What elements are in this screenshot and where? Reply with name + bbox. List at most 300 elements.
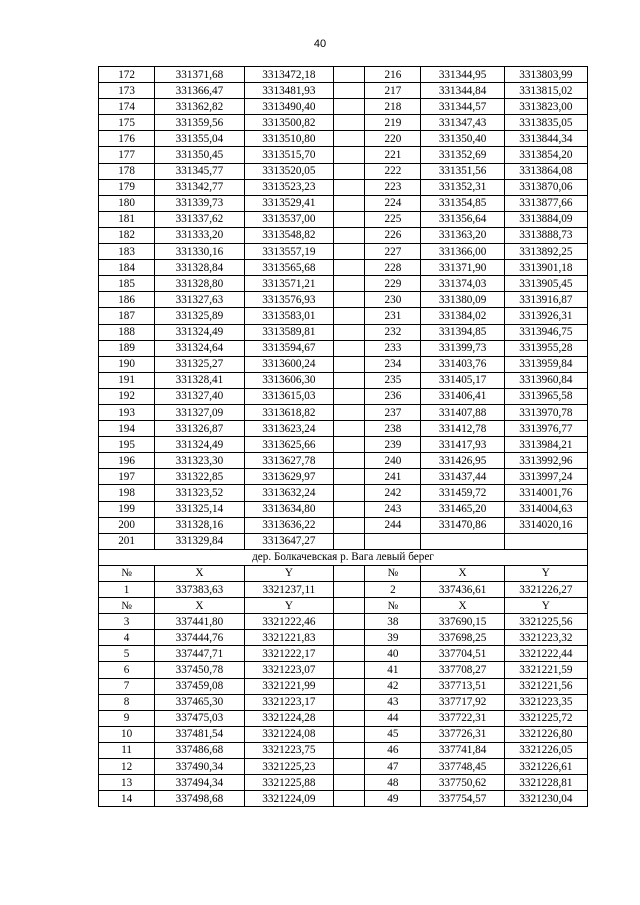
point-number-cell: 230 <box>365 292 421 308</box>
table-row <box>99 340 588 356</box>
y-coordinate-cell: 3313618,82 <box>244 404 333 420</box>
point-number-cell: 201 <box>99 533 155 549</box>
point-number-cell: 14 <box>99 791 155 807</box>
table-header-row <box>99 565 588 581</box>
y-coordinate-cell: 3321224,28 <box>244 710 333 726</box>
point-number-cell: 45 <box>365 726 421 742</box>
point-number-cell: 220 <box>365 131 421 147</box>
point-number-cell: 193 <box>99 404 155 420</box>
x-coordinate-cell: 331399,73 <box>421 340 504 356</box>
x-coordinate-cell: 331352,69 <box>421 147 504 163</box>
table-row <box>99 646 588 662</box>
point-number-cell: 197 <box>99 469 155 485</box>
gap-cell <box>334 485 365 501</box>
x-coordinate-cell: 331356,64 <box>421 211 504 227</box>
x-coordinate-cell: 331330,16 <box>155 244 244 260</box>
table-row <box>99 404 588 420</box>
point-number-cell: 239 <box>365 437 421 453</box>
y-coordinate-cell: 3321226,05 <box>504 742 587 758</box>
y-coordinate-cell: 3313523,23 <box>244 179 333 195</box>
point-number-cell: 192 <box>99 388 155 404</box>
x-coordinate-cell: 331366,00 <box>421 244 504 260</box>
column-header-number: № <box>365 565 421 581</box>
y-coordinate-cell: 3321223,32 <box>504 630 587 646</box>
gap-cell <box>334 469 365 485</box>
y-coordinate-cell: 3321225,72 <box>504 710 587 726</box>
gap-cell <box>334 437 365 453</box>
table-row <box>99 260 588 276</box>
x-coordinate-cell: 331352,31 <box>421 179 504 195</box>
y-coordinate-cell: 3313576,93 <box>244 292 333 308</box>
point-number-cell: 44 <box>365 710 421 726</box>
x-coordinate-cell: 331417,93 <box>421 437 504 453</box>
table-row <box>99 726 588 742</box>
x-coordinate-cell: 331380,09 <box>421 292 504 308</box>
gap-cell <box>334 147 365 163</box>
point-number-cell: 231 <box>365 308 421 324</box>
x-coordinate-cell: 331325,27 <box>155 356 244 372</box>
point-number-cell: 175 <box>99 115 155 131</box>
x-coordinate-cell: 331342,77 <box>155 179 244 195</box>
x-coordinate-cell: 331437,44 <box>421 469 504 485</box>
table-row <box>99 533 588 549</box>
point-number-cell: 177 <box>99 147 155 163</box>
y-coordinate-cell: 3313884,09 <box>504 211 587 227</box>
gap-cell <box>334 163 365 179</box>
x-coordinate-cell: 337741,84 <box>421 742 504 758</box>
y-coordinate-cell: 3313647,27 <box>244 533 333 549</box>
table-row <box>99 437 588 453</box>
table-row <box>99 131 588 147</box>
x-coordinate-cell: 331350,40 <box>421 131 504 147</box>
coordinates-table-body <box>99 67 588 807</box>
table-row <box>99 791 588 807</box>
point-number-cell: 244 <box>365 517 421 533</box>
column-header-y: Y <box>504 565 587 581</box>
y-coordinate-cell: 3321223,07 <box>244 662 333 678</box>
point-number-cell: 6 <box>99 662 155 678</box>
point-number-cell: 243 <box>365 501 421 517</box>
point-number-cell: 8 <box>99 694 155 710</box>
x-coordinate-cell: 337713,51 <box>421 678 504 694</box>
x-coordinate-cell: 331324,64 <box>155 340 244 356</box>
point-number-cell: 46 <box>365 742 421 758</box>
y-coordinate-cell: 3313835,05 <box>504 115 587 131</box>
x-coordinate-cell: 337486,68 <box>155 742 244 758</box>
gap-cell <box>334 67 365 83</box>
column-header-y: Y <box>504 598 587 614</box>
y-coordinate-cell: 3313877,66 <box>504 195 587 211</box>
x-coordinate-cell: 331407,88 <box>421 404 504 420</box>
x-coordinate-cell: 331326,87 <box>155 421 244 437</box>
y-coordinate-cell: 3313472,18 <box>244 67 333 83</box>
y-coordinate-cell: 3321224,09 <box>244 791 333 807</box>
x-coordinate-cell: 331412,78 <box>421 421 504 437</box>
point-number-cell: 39 <box>365 630 421 646</box>
y-coordinate-cell: 3321221,59 <box>504 662 587 678</box>
y-coordinate-cell: 3314001,76 <box>504 485 587 501</box>
y-coordinate-cell: 3321222,17 <box>244 646 333 662</box>
y-coordinate-cell: 3313600,24 <box>244 356 333 372</box>
gap-cell <box>334 388 365 404</box>
x-coordinate-cell: 331344,95 <box>421 67 504 83</box>
point-number-cell: 216 <box>365 67 421 83</box>
x-coordinate-cell: 337748,45 <box>421 759 504 775</box>
point-number-cell: 240 <box>365 453 421 469</box>
gap-cell <box>334 662 365 678</box>
point-number-cell: 172 <box>99 67 155 83</box>
gap-cell <box>334 324 365 340</box>
x-coordinate-cell: 331329,84 <box>155 533 244 549</box>
x-coordinate-cell: 331354,85 <box>421 195 504 211</box>
y-coordinate-cell: 3321228,81 <box>504 775 587 791</box>
point-number-cell: 225 <box>365 211 421 227</box>
y-coordinate-cell: 3313589,81 <box>244 324 333 340</box>
y-coordinate-cell: 3313520,05 <box>244 163 333 179</box>
table-row <box>99 517 588 533</box>
gap-cell <box>334 308 365 324</box>
point-number-cell: 184 <box>99 260 155 276</box>
y-coordinate-cell: 3313548,82 <box>244 227 333 243</box>
gap-cell <box>334 694 365 710</box>
x-coordinate-cell: 331328,41 <box>155 372 244 388</box>
y-coordinate-cell: 3313515,70 <box>244 147 333 163</box>
table-row <box>99 147 588 163</box>
point-number-cell: 217 <box>365 83 421 99</box>
y-coordinate-cell: 3313901,18 <box>504 260 587 276</box>
x-coordinate-cell: 331426,95 <box>421 453 504 469</box>
y-coordinate-cell: 3313571,21 <box>244 276 333 292</box>
y-coordinate-cell: 3313888,73 <box>504 227 587 243</box>
gap-cell <box>334 759 365 775</box>
x-coordinate-cell: 331351,56 <box>421 163 504 179</box>
gap-cell <box>334 99 365 115</box>
y-coordinate-cell: 3313984,21 <box>504 437 587 453</box>
point-number-cell: 43 <box>365 694 421 710</box>
x-coordinate-cell: 337754,57 <box>421 791 504 807</box>
gap-cell <box>334 83 365 99</box>
table-header-row <box>99 598 588 614</box>
y-coordinate-cell: 3313955,28 <box>504 340 587 356</box>
gap-cell <box>334 565 365 581</box>
y-coordinate-cell: 3313537,00 <box>244 211 333 227</box>
point-number-cell: 40 <box>365 646 421 662</box>
x-coordinate-cell: 331363,20 <box>421 227 504 243</box>
y-coordinate-cell: 3313629,97 <box>244 469 333 485</box>
point-number-cell: 173 <box>99 83 155 99</box>
point-number-cell: 5 <box>99 646 155 662</box>
point-number-cell: 13 <box>99 775 155 791</box>
x-coordinate-cell: 331325,14 <box>155 501 244 517</box>
table-row <box>99 163 588 179</box>
point-number-cell: 38 <box>365 614 421 630</box>
y-coordinate-cell: 3313510,80 <box>244 131 333 147</box>
gap-cell <box>334 678 365 694</box>
table-row <box>99 308 588 324</box>
point-number-cell: 41 <box>365 662 421 678</box>
point-number-cell: 223 <box>365 179 421 195</box>
x-coordinate-cell: 331345,77 <box>155 163 244 179</box>
y-coordinate-cell: 3313490,40 <box>244 99 333 115</box>
x-coordinate-cell: 331403,76 <box>421 356 504 372</box>
y-coordinate-cell: 3313557,19 <box>244 244 333 260</box>
table-row <box>99 244 588 260</box>
y-coordinate-cell: 3314020,16 <box>504 517 587 533</box>
x-coordinate-cell: 331347,43 <box>421 115 504 131</box>
point-number-cell: 187 <box>99 308 155 324</box>
x-coordinate-cell: 337444,76 <box>155 630 244 646</box>
point-number-cell: 185 <box>99 276 155 292</box>
point-number-cell: 194 <box>99 421 155 437</box>
point-number-cell: 218 <box>365 99 421 115</box>
x-coordinate-cell: 331359,56 <box>155 115 244 131</box>
x-coordinate-cell: 331366,47 <box>155 83 244 99</box>
gap-cell <box>334 340 365 356</box>
point-number-cell: 236 <box>365 388 421 404</box>
y-coordinate-cell: 3313970,78 <box>504 404 587 420</box>
x-coordinate-cell: 337498,68 <box>155 791 244 807</box>
table-row <box>99 388 588 404</box>
point-number-cell: 9 <box>99 710 155 726</box>
point-number-cell: 227 <box>365 244 421 260</box>
y-coordinate-cell: 3321223,17 <box>244 694 333 710</box>
y-coordinate-cell: 3313606,30 <box>244 372 333 388</box>
x-coordinate-cell: 331322,85 <box>155 469 244 485</box>
x-coordinate-cell: 331405,17 <box>421 372 504 388</box>
column-header-x: X <box>421 565 504 581</box>
point-number-cell: 178 <box>99 163 155 179</box>
point-number-cell: 10 <box>99 726 155 742</box>
gap-cell <box>334 630 365 646</box>
point-number-cell: 190 <box>99 356 155 372</box>
table-row <box>99 678 588 694</box>
point-number-cell: 176 <box>99 131 155 147</box>
y-coordinate-cell: 3313615,03 <box>244 388 333 404</box>
y-coordinate-cell: 3321225,88 <box>244 775 333 791</box>
point-number-cell: 233 <box>365 340 421 356</box>
x-coordinate-cell: 331459,72 <box>421 485 504 501</box>
table-row <box>99 83 588 99</box>
y-coordinate-cell: 3313992,96 <box>504 453 587 469</box>
x-coordinate-cell: 337447,71 <box>155 646 244 662</box>
table-row <box>99 775 588 791</box>
y-coordinate-cell: 3321222,44 <box>504 646 587 662</box>
point-number-cell: 229 <box>365 276 421 292</box>
table-row <box>99 179 588 195</box>
y-coordinate-cell: 3321225,23 <box>244 759 333 775</box>
table-row <box>99 694 588 710</box>
gap-cell <box>334 775 365 791</box>
x-coordinate-cell: 337722,31 <box>421 710 504 726</box>
y-coordinate-cell: 3313965,58 <box>504 388 587 404</box>
y-coordinate-cell <box>504 533 587 549</box>
point-number-cell: 3 <box>99 614 155 630</box>
coordinates-table <box>98 66 588 807</box>
column-header-x: X <box>155 565 244 581</box>
x-coordinate-cell: 331325,89 <box>155 308 244 324</box>
point-number-cell: 226 <box>365 227 421 243</box>
point-number-cell: 237 <box>365 404 421 420</box>
gap-cell <box>334 421 365 437</box>
x-coordinate-cell: 331344,84 <box>421 83 504 99</box>
x-coordinate-cell: 337441,80 <box>155 614 244 630</box>
column-header-number: № <box>365 598 421 614</box>
x-coordinate-cell: 337465,30 <box>155 694 244 710</box>
point-number-cell: 42 <box>365 678 421 694</box>
y-coordinate-cell: 3321226,27 <box>504 582 587 598</box>
x-coordinate-cell: 331327,63 <box>155 292 244 308</box>
x-coordinate-cell: 331384,02 <box>421 308 504 324</box>
y-coordinate-cell: 3313864,08 <box>504 163 587 179</box>
gap-cell <box>334 791 365 807</box>
table-row <box>99 324 588 340</box>
y-coordinate-cell: 3313803,99 <box>504 67 587 83</box>
y-coordinate-cell: 3321222,46 <box>244 614 333 630</box>
point-number-cell: 234 <box>365 356 421 372</box>
gap-cell <box>334 356 365 372</box>
x-coordinate-cell: 331350,45 <box>155 147 244 163</box>
gap-cell <box>334 726 365 742</box>
y-coordinate-cell: 3321225,56 <box>504 614 587 630</box>
gap-cell <box>334 260 365 276</box>
table-row <box>99 742 588 758</box>
point-number-cell: 174 <box>99 99 155 115</box>
y-coordinate-cell: 3313481,93 <box>244 83 333 99</box>
y-coordinate-cell: 3321221,56 <box>504 678 587 694</box>
gap-cell <box>334 115 365 131</box>
table-row <box>99 710 588 726</box>
point-number-cell: 49 <box>365 791 421 807</box>
point-number-cell: 242 <box>365 485 421 501</box>
x-coordinate-cell: 331465,20 <box>421 501 504 517</box>
table-row <box>99 115 588 131</box>
gap-cell <box>334 244 365 260</box>
point-number-cell <box>365 533 421 549</box>
y-coordinate-cell: 3321221,99 <box>244 678 333 694</box>
x-coordinate-cell: 337750,62 <box>421 775 504 791</box>
gap-cell <box>334 533 365 549</box>
y-coordinate-cell: 3321224,08 <box>244 726 333 742</box>
x-coordinate-cell: 337459,08 <box>155 678 244 694</box>
y-coordinate-cell: 3313632,24 <box>244 485 333 501</box>
y-coordinate-cell: 3313854,20 <box>504 147 587 163</box>
table-row <box>99 67 588 83</box>
gap-cell <box>334 404 365 420</box>
x-coordinate-cell: 331333,20 <box>155 227 244 243</box>
point-number-cell: 199 <box>99 501 155 517</box>
column-header-y: Y <box>244 598 333 614</box>
point-number-cell: 196 <box>99 453 155 469</box>
y-coordinate-cell: 3321226,80 <box>504 726 587 742</box>
gap-cell <box>334 131 365 147</box>
x-coordinate-cell: 337494,34 <box>155 775 244 791</box>
y-coordinate-cell: 3321226,61 <box>504 759 587 775</box>
point-number-cell: 219 <box>365 115 421 131</box>
point-number-cell: 221 <box>365 147 421 163</box>
y-coordinate-cell: 3321230,04 <box>504 791 587 807</box>
gap-cell <box>334 646 365 662</box>
y-coordinate-cell: 3321223,75 <box>244 742 333 758</box>
table-row <box>99 292 588 308</box>
y-coordinate-cell: 3321237,11 <box>244 582 333 598</box>
y-coordinate-cell: 3313870,06 <box>504 179 587 195</box>
y-coordinate-cell: 3313892,25 <box>504 244 587 260</box>
y-coordinate-cell: 3314004,63 <box>504 501 587 517</box>
table-row <box>99 614 588 630</box>
point-number-cell: 181 <box>99 211 155 227</box>
point-number-cell: 2 <box>365 582 421 598</box>
x-coordinate-cell: 331371,90 <box>421 260 504 276</box>
gap-cell <box>334 710 365 726</box>
x-coordinate-cell: 337450,78 <box>155 662 244 678</box>
point-number-cell: 235 <box>365 372 421 388</box>
gap-cell <box>334 517 365 533</box>
y-coordinate-cell: 3313815,02 <box>504 83 587 99</box>
point-number-cell: 182 <box>99 227 155 243</box>
gap-cell <box>334 292 365 308</box>
y-coordinate-cell: 3313636,22 <box>244 517 333 533</box>
x-coordinate-cell: 331328,16 <box>155 517 244 533</box>
y-coordinate-cell: 3313594,67 <box>244 340 333 356</box>
section-title-row <box>99 549 588 565</box>
point-number-cell: 232 <box>365 324 421 340</box>
y-coordinate-cell: 3313997,24 <box>504 469 587 485</box>
column-header-number: № <box>99 598 155 614</box>
table-row <box>99 662 588 678</box>
x-coordinate-cell: 337383,63 <box>155 582 244 598</box>
point-number-cell: 228 <box>365 260 421 276</box>
column-header-y: Y <box>244 565 333 581</box>
gap-cell <box>334 453 365 469</box>
x-coordinate-cell: 331337,62 <box>155 211 244 227</box>
x-coordinate-cell: 331374,03 <box>421 276 504 292</box>
x-coordinate-cell: 331328,84 <box>155 260 244 276</box>
x-coordinate-cell: 331470,86 <box>421 517 504 533</box>
gap-cell <box>334 598 365 614</box>
point-number-cell: 188 <box>99 324 155 340</box>
y-coordinate-cell: 3321223,35 <box>504 694 587 710</box>
point-number-cell: 195 <box>99 437 155 453</box>
x-coordinate-cell: 337717,92 <box>421 694 504 710</box>
point-number-cell: 224 <box>365 195 421 211</box>
point-number-cell: 1 <box>99 582 155 598</box>
gap-cell <box>334 276 365 292</box>
point-number-cell: 189 <box>99 340 155 356</box>
y-coordinate-cell: 3313627,78 <box>244 453 333 469</box>
gap-cell <box>334 742 365 758</box>
gap-cell <box>334 227 365 243</box>
point-number-cell: 241 <box>365 469 421 485</box>
x-coordinate-cell <box>421 533 504 549</box>
x-coordinate-cell: 331328,80 <box>155 276 244 292</box>
x-coordinate-cell: 337690,15 <box>421 614 504 630</box>
y-coordinate-cell: 3313976,77 <box>504 421 587 437</box>
table-row <box>99 227 588 243</box>
table-row <box>99 372 588 388</box>
x-coordinate-cell: 331324,49 <box>155 324 244 340</box>
y-coordinate-cell: 3313565,68 <box>244 260 333 276</box>
table-row <box>99 485 588 501</box>
table-row <box>99 356 588 372</box>
y-coordinate-cell: 3313916,87 <box>504 292 587 308</box>
table-row <box>99 211 588 227</box>
point-number-cell: 198 <box>99 485 155 501</box>
x-coordinate-cell: 337436,61 <box>421 582 504 598</box>
x-coordinate-cell: 331324,49 <box>155 437 244 453</box>
x-coordinate-cell: 337475,03 <box>155 710 244 726</box>
point-number-cell: 48 <box>365 775 421 791</box>
x-coordinate-cell: 331371,68 <box>155 67 244 83</box>
